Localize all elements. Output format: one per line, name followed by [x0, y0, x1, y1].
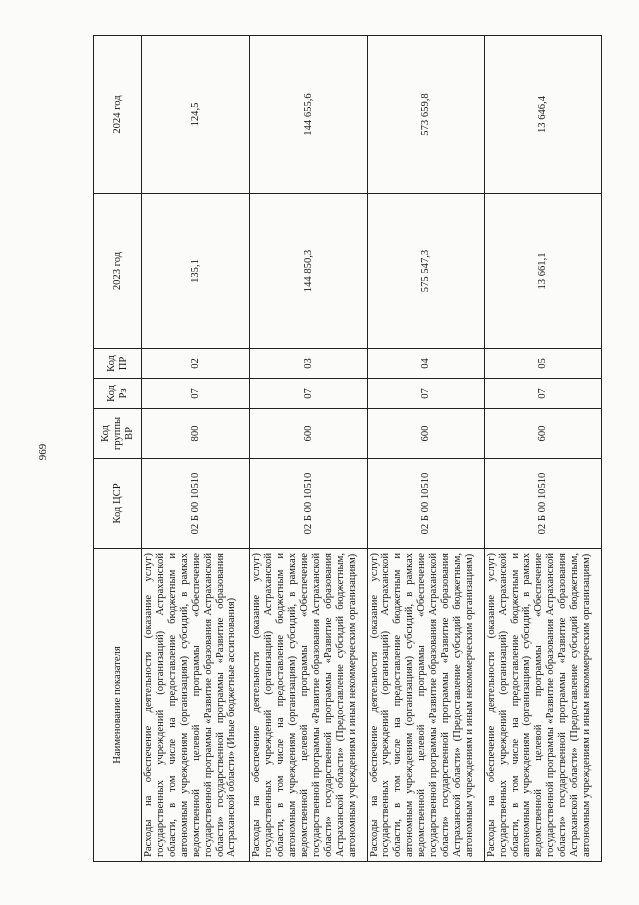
rotated-table-wrapper — [93, 36, 602, 862]
row-pr: 02 — [142, 349, 250, 379]
row-2023: 575 547,3 — [367, 194, 484, 349]
row-csr: 02 Б 00 10510 — [250, 459, 367, 549]
page-number: 969 — [37, 443, 49, 461]
table-row — [250, 36, 367, 862]
row-2024: 144 655,6 — [250, 36, 367, 194]
row-pr: 03 — [250, 349, 367, 379]
row-pr: 05 — [484, 349, 601, 379]
header-2024: 2024 год — [94, 36, 142, 194]
table-header-row — [94, 36, 142, 862]
row-rz: 07 — [367, 379, 484, 409]
table-row — [367, 36, 484, 862]
row-vr: 600 — [367, 409, 484, 459]
row-name: Расходы на обеспечение деятельности (оказание услуг) государственных учреждений (организаций) Астраханской области, в том числе на предоставление бюджетным и автономным учреждениям (организациям) субсидий, в рамках ведомственной целевой программы «Обеспечение государственной программы «Развитие образования Астраханской области» государственной программы «Развитие образования Астраханской области» (Иные бюджетные ассигнования) — [142, 549, 250, 862]
row-2024: 13 646,4 — [484, 36, 601, 194]
row-rz: 07 — [142, 379, 250, 409]
row-csr: 02 Б 00 10510 — [367, 459, 484, 549]
row-2024: 573 659,8 — [367, 36, 484, 194]
row-vr: 600 — [484, 409, 601, 459]
row-name: Расходы на обеспечение деятельности (оказание услуг) государственных учреждений (организаций) Астраханской области, в том числе на предоставление бюджетным и автономным учреждениям (организациям) субсидий, в рамках ведомственной целевой программы «Обеспечение государственной программы «Развитие образования Астраханской области» государственной программы «Развитие образования Астраханской области» (Предоставление субсидий бюджетным, автономным учреждениям и иным некоммерческим организациям) — [367, 549, 484, 862]
row-vr: 800 — [142, 409, 250, 459]
row-csr: 02 Б 00 10510 — [142, 459, 250, 549]
row-csr: 02 Б 00 10510 — [484, 459, 601, 549]
row-rz: 07 — [484, 379, 601, 409]
row-name: Расходы на обеспечение деятельности (оказание услуг) государственных учреждений (организаций) Астраханской области, в том числе на предоставление бюджетным и автономным учреждениям (организациям) субсидий, в рамках ведомственной целевой программы «Обеспечение государственной программы «Развитие образования Астраханской области» государственной программы «Развитие образования Астраханской области» (Предоставление субсидий бюджетным, автономным учреждениям и иным некоммерческим организациям) — [250, 549, 367, 862]
header-csr: Код ЦСР — [94, 459, 142, 549]
row-2024: 124,5 — [142, 36, 250, 194]
row-2023: 144 850,3 — [250, 194, 367, 349]
table-row — [142, 36, 250, 862]
header-2023: 2023 год — [94, 194, 142, 349]
header-pr: Код ПР — [94, 349, 142, 379]
row-name: Расходы на обеспечение деятельности (оказание услуг) государственных учреждений (организаций) Астраханской области, в том числе на предоставление бюджетным и автономным учреждениям (организациям) субсидий, в рамках ведомственной целевой программы «Обеспечение государственной программы «Развитие образования Астраханской области» государственной программы «Развитие образования Астраханской области» (Предоставление субсидий бюджетным, автономным учреждениям и иным некоммерческим организациям) — [484, 549, 601, 862]
header-vr: Код группы ВР — [94, 409, 142, 459]
table-row — [484, 36, 601, 862]
row-2023: 13 661,1 — [484, 194, 601, 349]
header-rz: Код Рз — [94, 379, 142, 409]
row-vr: 600 — [250, 409, 367, 459]
header-name: Наименование показателя — [94, 549, 142, 862]
row-rz: 07 — [250, 379, 367, 409]
row-2023: 135,1 — [142, 194, 250, 349]
row-pr: 04 — [367, 349, 484, 379]
budget-table — [93, 35, 602, 862]
